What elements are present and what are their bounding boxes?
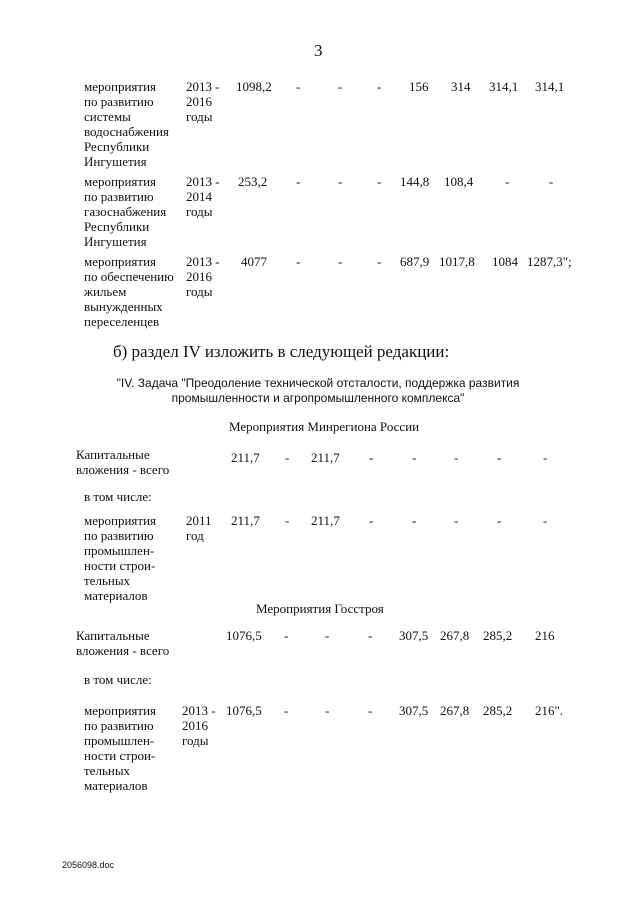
cell-value: -: [377, 174, 382, 189]
cell-value: 314,1: [535, 79, 565, 94]
cell-value: 1076,5: [226, 703, 262, 718]
cell-value: 216: [535, 628, 555, 643]
cell-value: -: [285, 450, 290, 465]
cell-value: -: [369, 450, 374, 465]
minregion-heading: Мероприятия Минрегиона России: [229, 419, 420, 434]
cell-value: -: [454, 450, 459, 465]
cell-value: 156: [409, 79, 429, 94]
cell-value: 108,4: [444, 174, 474, 189]
cell-value: -: [338, 79, 343, 94]
cell-value: 1017,8: [439, 254, 475, 269]
cell-value: -: [543, 513, 548, 528]
row-name: мероприятия по обеспечению жильем вынужденных переселенцев: [84, 254, 174, 329]
cell-value: 144,8: [400, 174, 430, 189]
cell-value: -: [543, 450, 548, 465]
gosstroy-incl-label: в том числе:: [84, 672, 152, 687]
row-years: 2013 - 2016 годы: [186, 254, 220, 299]
cell-value: 1098,2: [236, 79, 272, 94]
cell-value: 307,5: [399, 703, 429, 718]
cell-value: -: [497, 513, 502, 528]
cell-value: 687,9: [400, 254, 430, 269]
cell-value: 267,8: [440, 628, 470, 643]
gosstroy-total-label: Капитальные вложения - всего: [76, 628, 170, 658]
cell-value: 216".: [535, 703, 564, 718]
cell-value: -: [368, 628, 373, 643]
task-title: "IV. Задача "Преодоление технической отсталости, поддержка развития промышленности и агропромышленного комплекса": [116, 376, 520, 405]
gosstroy-item-name: мероприятия по развитию промышлен- ности строи- тельных материалов: [84, 703, 157, 793]
cell-value: -: [369, 513, 374, 528]
cell-value: -: [284, 703, 289, 718]
cell-value: 1084: [492, 254, 518, 269]
cell-value: -: [338, 174, 343, 189]
minregion-total-label: Капитальные вложения - всего: [76, 447, 170, 477]
cell-value: 211,7: [311, 513, 340, 528]
cell-value: 314,1: [489, 79, 519, 94]
gosstroy-heading: Мероприятия Госстроя: [256, 601, 384, 616]
minregion-item-years: 2011 год: [186, 513, 212, 543]
cell-value: 253,2: [238, 174, 268, 189]
cell-value: -: [325, 628, 330, 643]
row-years: 2013 - 2016 годы: [186, 79, 220, 124]
gosstroy-item-years: 2013 - 2016 годы: [182, 703, 216, 748]
cell-value: -: [296, 174, 301, 189]
minregion-item-name: мероприятия по развитию промышлен- ности строи- тельных материалов: [84, 513, 157, 603]
cell-value: -: [296, 79, 301, 94]
page-number: 3: [314, 41, 323, 60]
cell-value: 267,8: [440, 703, 470, 718]
cell-value: -: [412, 513, 417, 528]
row-years: 2013 - 2014 годы: [186, 174, 220, 219]
footer-filename: 2056098.doc: [62, 860, 115, 870]
cell-value: 307,5: [399, 628, 429, 643]
cell-value: -: [285, 513, 290, 528]
row-name: мероприятия по развитию системы водоснабжения Республики Ингушетия: [84, 79, 169, 169]
cell-value: -: [296, 254, 301, 269]
cell-value: -: [549, 174, 554, 189]
cell-value: -: [377, 79, 382, 94]
cell-value: 211,7: [231, 513, 260, 528]
section-b-heading: б) раздел IV изложить в следующей редакции:: [113, 342, 450, 361]
cell-value: -: [284, 628, 289, 643]
cell-value: 211,7: [311, 450, 340, 465]
row-name: мероприятия по развитию газоснабжения Республики Ингушетия: [84, 174, 167, 249]
cell-value: 211,7: [231, 450, 260, 465]
cell-value: -: [497, 450, 502, 465]
cell-value: 1287,3";: [527, 254, 572, 269]
cell-value: 314: [451, 79, 471, 94]
cell-value: -: [325, 703, 330, 718]
cell-value: -: [377, 254, 382, 269]
minregion-incl-label: в том числе:: [84, 489, 152, 504]
cell-value: -: [505, 174, 510, 189]
cell-value: -: [338, 254, 343, 269]
cell-value: 285,2: [483, 703, 513, 718]
cell-value: 285,2: [483, 628, 513, 643]
cell-value: -: [454, 513, 459, 528]
cell-value: 1076,5: [226, 628, 262, 643]
cell-value: -: [368, 703, 373, 718]
cell-value: -: [412, 450, 417, 465]
cell-value: 4077: [241, 254, 267, 269]
